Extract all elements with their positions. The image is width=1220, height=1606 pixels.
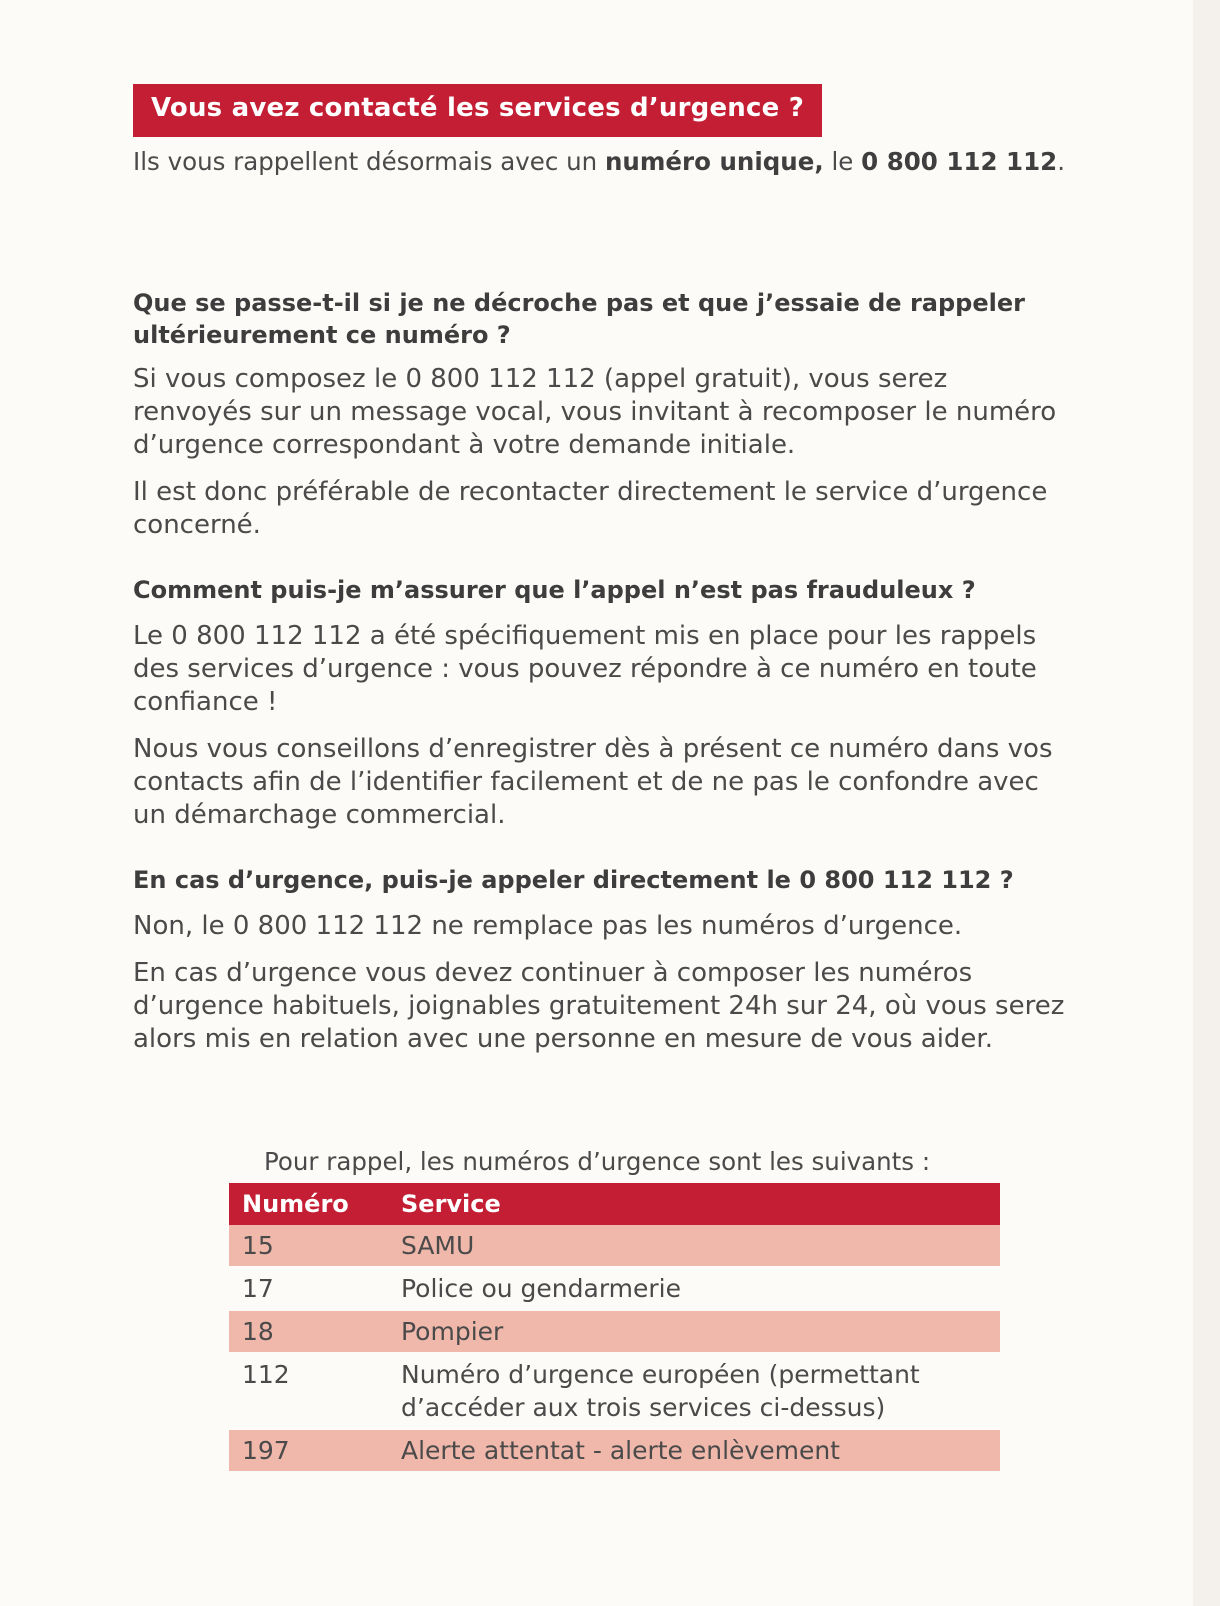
intro-suffix: .	[1057, 147, 1065, 176]
intro-middle: le	[823, 147, 862, 176]
table-row	[229, 1225, 1000, 1267]
table-row	[229, 1353, 1000, 1429]
answer-2-paragraph-1: Le 0 800 112 112 a été spécifiquement mis en place pour les rappels des services d’urgence : vous pouvez répondre à ce numéro en toute confiance !	[133, 621, 1037, 717]
cell-service: SAMU	[388, 1225, 1000, 1267]
table-row	[229, 1429, 1000, 1471]
intro-prefix: Ils vous rappellent désormais avec un	[133, 147, 605, 176]
header-service: Service	[388, 1183, 1000, 1225]
cell-number: 18	[229, 1310, 388, 1353]
question-3: En cas d’urgence, puis-je appeler directement le 0 800 112 112 ?	[133, 866, 1014, 894]
header-numero: Numéro	[229, 1183, 388, 1225]
question-2: Comment puis-je m’assurer que l’appel n’est pas frauduleux ?	[133, 576, 976, 604]
table-header-row	[229, 1183, 1000, 1225]
cell-number: 15	[229, 1225, 388, 1267]
cell-service: Alerte attentat - alerte enlèvement	[388, 1429, 1000, 1471]
title-banner: Vous avez contacté les services d’urgence ?	[133, 84, 822, 137]
table-caption: Pour rappel, les numéros d’urgence sont les suivants :	[264, 1147, 931, 1176]
answer-3-paragraph-2: En cas d’urgence vous devez continuer à composer les numéros d’urgence habituels, joignables gratuitement 24h sur 24, où vous serez alors mis en relation avec une personne en mesure de vous aider.	[133, 958, 1065, 1054]
intro-bold-unique: numéro unique,	[604, 147, 824, 176]
question-1: Que se passe-t-il si je ne décroche pas et que j’essaie de rappeler ultérieurement ce numéro ?	[133, 289, 1025, 349]
cell-service: Numéro d’urgence européen (permettant d’accéder aux trois services ci-dessus)	[388, 1353, 1000, 1429]
page-edge	[1193, 0, 1220, 1606]
table-row	[229, 1310, 1000, 1353]
answer-3-paragraph-1: Non, le 0 800 112 112 ne remplace pas les numéros d’urgence.	[133, 911, 963, 941]
cell-number: 112	[229, 1353, 388, 1429]
cell-number: 17	[229, 1267, 388, 1310]
content-column	[133, 84, 1073, 1056]
table-row	[229, 1267, 1000, 1310]
intro-bold-number: 0 800 112 112	[861, 147, 1058, 176]
answer-1-paragraph-1: Si vous composez le 0 800 112 112 (appel gratuit), vous serez renvoyés sur un message vocal, vous invitant à recomposer le numéro d’urgence correspondant à votre demande initiale.	[133, 364, 1057, 460]
cell-service: Police ou gendarmerie	[388, 1267, 1000, 1310]
answer-1-paragraph-2: Il est donc préférable de recontacter directement le service d’urgence concerné.	[133, 477, 1048, 540]
cell-service: Pompier	[388, 1310, 1000, 1353]
emergency-numbers-table	[229, 1183, 1000, 1471]
cell-number: 197	[229, 1429, 388, 1471]
intro-text	[133, 145, 1073, 179]
answer-2-paragraph-2: Nous vous conseillons d’enregistrer dès à présent ce numéro dans vos contacts afin de l’identifier facilement et de ne pas le confondre avec un démarchage commercial.	[133, 734, 1053, 830]
